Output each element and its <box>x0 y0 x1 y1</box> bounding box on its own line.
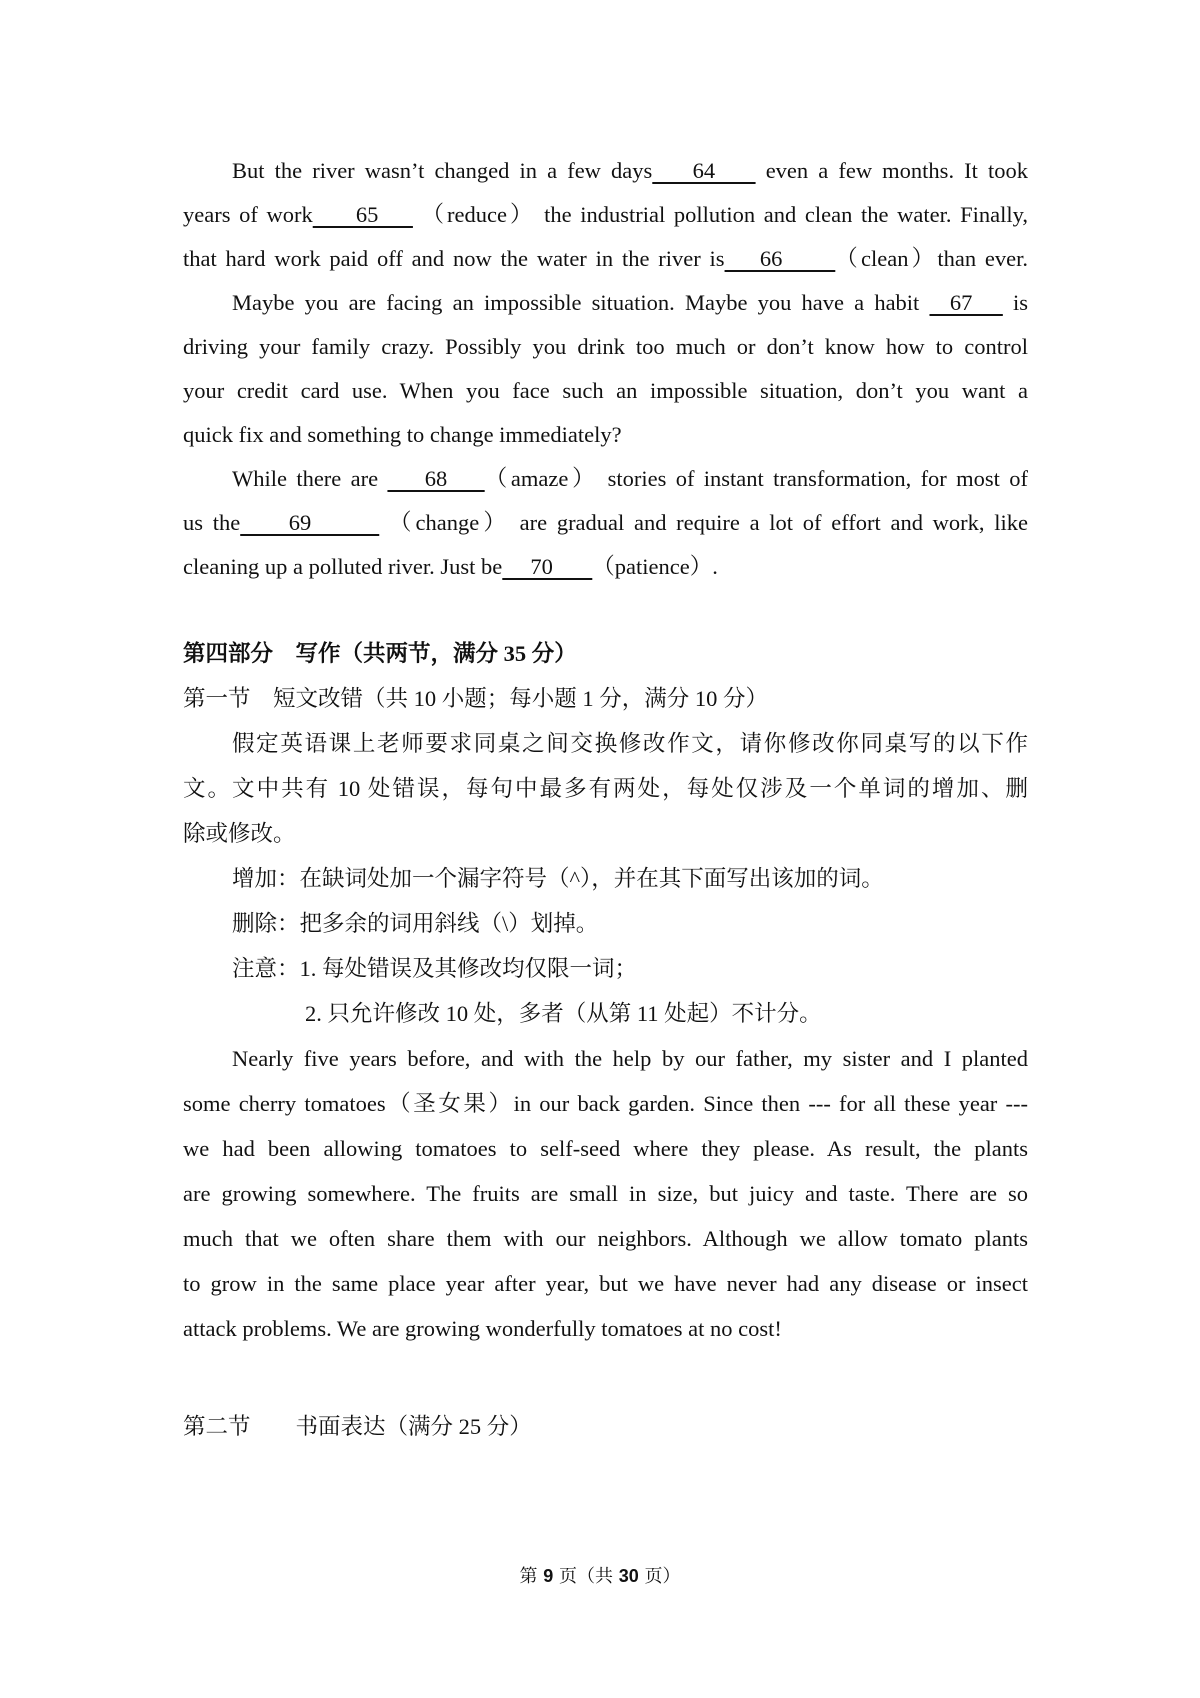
blank-67: 67 <box>929 290 1003 315</box>
essay-line: attack problems. We are growing wonderfully tomatoes at no cost! <box>183 1316 782 1341</box>
page-number: 9 <box>543 1566 554 1586</box>
blank-69: 69 <box>240 510 380 535</box>
passage-line <box>232 465 1028 493</box>
passage-text: （patience）. <box>592 554 718 579</box>
passage-line <box>183 245 1028 273</box>
passage-line <box>232 289 1028 317</box>
passage-text: years of work <box>183 202 313 227</box>
footer-text: 第 <box>519 1566 544 1587</box>
passage-text: （reduce） the industrial pollution and clean the water. Finally, <box>412 202 1028 227</box>
passage-text: （amaze） stories of instant transformation, for most of <box>484 466 1028 491</box>
passage-text: even a few months. It took <box>755 158 1029 183</box>
note-1: 注意：1. 每处错误及其修改均仅限一词； <box>232 956 638 981</box>
essay-line: we had been allowing tomatoes to self-seed where they please. As result, the plants <box>183 1136 1028 1161</box>
blank-64: 64 <box>652 158 756 183</box>
passage-text: is <box>1002 290 1029 315</box>
passage-line <box>232 157 1028 185</box>
essay-line: much that we often share them with our neighbors. Although we allow tomato plants <box>183 1226 1028 1251</box>
essay-line: to grow in the same place year after year, but we have never had any disease or insect <box>183 1271 1028 1296</box>
page-footer <box>0 1562 1200 1588</box>
blank-66: 66 <box>724 246 836 271</box>
passage-text: While there are <box>232 466 388 491</box>
instruction-line: 文。文中共有 10 处错误，每句中最多有两处，每处仅涉及一个单词的增加、删 <box>183 776 1028 801</box>
blank-65: 65 <box>312 202 413 227</box>
section-heading: 第四部分 写作（共两节，满分 35 分） <box>183 641 577 666</box>
blank-68: 68 <box>387 466 485 491</box>
passage-line <box>183 201 1028 229</box>
passage-text: us the <box>183 510 241 535</box>
passage-line: your credit card use. When you face such an impossible situation, don’t you want a <box>183 378 1028 403</box>
passage-text: But the river wasn’t changed in a few days <box>232 158 653 183</box>
delete-rule: 删除：把多余的词用斜线（\）划掉。 <box>232 911 599 936</box>
passage-text: that hard work paid off and now the water in the river is <box>183 246 725 271</box>
blank-70: 70 <box>502 554 593 579</box>
passage-text: cleaning up a polluted river. Just be <box>183 554 503 579</box>
page-total: 30 <box>618 1566 639 1586</box>
essay-line: are growing somewhere. The fruits are small in size, but juicy and taste. There are so <box>183 1181 1028 1206</box>
passage-line: quick fix and something to change immediately? <box>183 422 622 447</box>
instruction-line: 除或修改。 <box>183 821 296 846</box>
essay-line: Nearly five years before, and with the help by our father, my sister and I planted <box>232 1046 1028 1071</box>
part1-heading: 第一节 短文改错（共 10 小题；每小题 1 分，满分 10 分） <box>183 686 769 711</box>
footer-text: 页（共 <box>553 1566 619 1587</box>
passage-line: driving your family crazy. Possibly you drink too much or don’t know how to control <box>183 334 1028 359</box>
passage-text: Maybe you are facing an impossible situation. Maybe you have a habit <box>232 290 930 315</box>
passage-line <box>183 509 1028 537</box>
instruction-line: 假定英语课上老师要求同桌之间交换修改作文，请你修改你同桌写的以下作 <box>232 731 1028 756</box>
footer-text: 页） <box>638 1566 681 1587</box>
part2-heading: 第二节 书面表达（满分 25 分） <box>183 1414 532 1439</box>
passage-line <box>183 553 1028 581</box>
add-rule: 增加：在缺词处加一个漏字符号（^），并在其下面写出该加的词。 <box>232 866 884 891</box>
note-2: 2. 只允许修改 10 处，多者（从第 11 处起）不计分。 <box>305 1001 822 1026</box>
essay-line: some cherry tomatoes（圣女果）in our back garden. Since then --- for all these year --- <box>183 1091 1028 1116</box>
passage-text: （clean）than ever. <box>835 246 1029 271</box>
passage-text: （change） are gradual and require a lot of effort and work, like <box>379 510 1029 535</box>
